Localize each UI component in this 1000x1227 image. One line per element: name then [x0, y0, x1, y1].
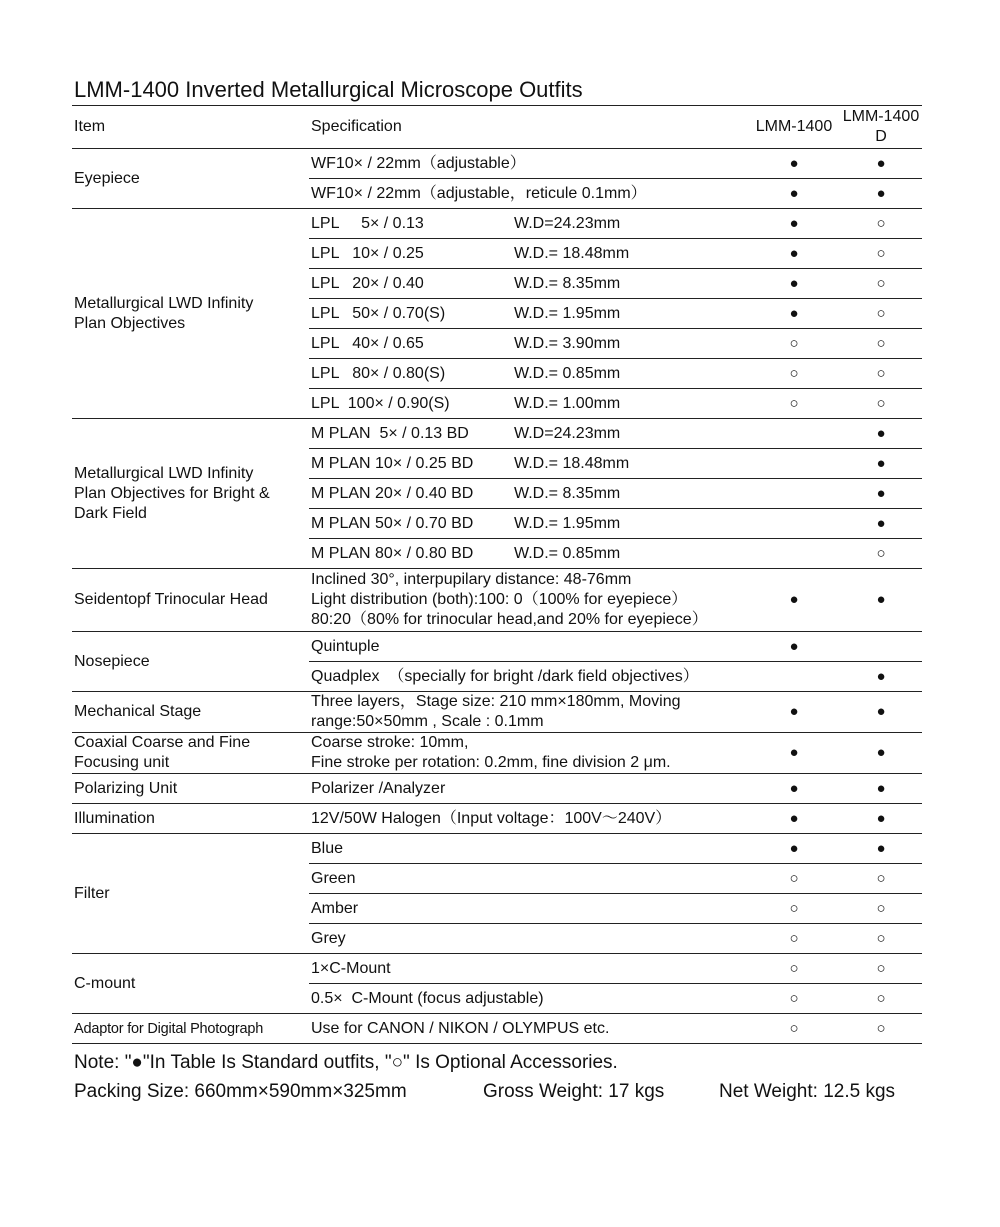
objective-code: LPL 80× / 0.80(S): [311, 364, 446, 382]
mark-lmm-1400d: ○: [838, 329, 922, 359]
header-lmm-1400: LMM-1400: [748, 106, 838, 149]
spec-cell: Blue: [309, 834, 748, 864]
mark-lmm-1400d: ●: [838, 774, 922, 804]
mark-lmm-1400: [748, 539, 838, 569]
spec-cell: [309, 359, 748, 389]
mark-lmm-1400d: ○: [838, 269, 922, 299]
working-distance: W.D.= 0.85mm: [514, 364, 621, 382]
working-distance: W.D=24.23mm: [514, 424, 621, 442]
mark-lmm-1400d: ●: [838, 804, 922, 834]
mark-lmm-1400: ○: [748, 329, 838, 359]
item-filter: Filter: [72, 834, 309, 954]
objective-code: M PLAN 80× / 0.80 BD: [311, 544, 474, 562]
mark-lmm-1400: ○: [748, 894, 838, 924]
packing-size: Packing Size: 660mm×590mm×325mm: [74, 1081, 407, 1102]
legend-note: Note: "●"In Table Is Standard outfits, "○" Is Optional Accessories.: [74, 1052, 618, 1073]
objective-code: LPL 10× / 0.25: [311, 244, 424, 262]
working-distance: W.D.= 0.85mm: [514, 544, 621, 562]
mark-lmm-1400: [748, 509, 838, 539]
net-weight: Net Weight: 12.5 kgs: [719, 1081, 896, 1102]
spec-cell: [309, 539, 748, 569]
table-row: [72, 149, 922, 179]
mark-lmm-1400d: ●: [838, 834, 922, 864]
working-distance: W.D.= 1.00mm: [514, 394, 621, 412]
spec-cell: Polarizer /Analyzer: [309, 774, 748, 804]
mark-lmm-1400d: ○: [838, 924, 922, 954]
mark-lmm-1400: ●: [748, 733, 838, 774]
spec-cell: [309, 389, 748, 419]
objective-code: LPL 100× / 0.90(S): [311, 394, 450, 412]
mark-lmm-1400: ●: [748, 179, 838, 209]
spec-cell: [309, 299, 748, 329]
mark-lmm-1400: ●: [748, 804, 838, 834]
spec-cell: WF10× / 22mm（adjustable）: [309, 149, 748, 179]
working-distance: W.D.= 1.95mm: [514, 514, 621, 532]
spec-cell: [309, 209, 748, 239]
working-distance: W.D.= 8.35mm: [514, 274, 621, 292]
mark-lmm-1400: ●: [748, 299, 838, 329]
working-distance: W.D.= 18.48mm: [514, 454, 630, 472]
mark-lmm-1400d: ○: [838, 1014, 922, 1044]
table-row: [72, 774, 922, 804]
spec-cell: Green: [309, 864, 748, 894]
objective-code: M PLAN 10× / 0.25 BD: [311, 454, 474, 472]
header-specification: Specification: [309, 106, 748, 149]
mark-lmm-1400: ●: [748, 239, 838, 269]
mark-lmm-1400: ●: [748, 269, 838, 299]
table-row: [72, 1014, 922, 1044]
mark-lmm-1400d: ○: [838, 894, 922, 924]
working-distance: W.D.= 3.90mm: [514, 334, 621, 352]
mark-lmm-1400d: ○: [838, 984, 922, 1014]
spec-cell: [309, 419, 748, 449]
mark-lmm-1400: [748, 449, 838, 479]
working-distance: W.D=24.23mm: [514, 214, 621, 232]
mark-lmm-1400: ●: [748, 569, 838, 632]
objective-code: LPL 20× / 0.40: [311, 274, 424, 292]
mark-lmm-1400d: ○: [838, 864, 922, 894]
spec-cell: 1×C-Mount: [309, 954, 748, 984]
spec-cell: [309, 449, 748, 479]
header-item: Item: [72, 106, 309, 149]
gross-weight: Gross Weight: 17 kgs: [483, 1081, 665, 1102]
mark-lmm-1400d: ○: [838, 359, 922, 389]
spec-cell: Inclined 30°, interpupilary distance: 48-76mm Light distribution (both):100: 0（100% for eyepiece） 80:20（80% for trinocular head,and 20% for eyepiece）: [309, 569, 748, 632]
table-row: [72, 569, 922, 632]
mark-lmm-1400d: ●: [838, 509, 922, 539]
mark-lmm-1400: ○: [748, 864, 838, 894]
mark-lmm-1400: [748, 662, 838, 692]
item-trinocular-head: Seidentopf Trinocular Head: [72, 569, 309, 632]
header-lmm-1400d: LMM-1400 D: [838, 106, 922, 149]
mark-lmm-1400d: ●: [838, 569, 922, 632]
mark-lmm-1400: ○: [748, 1014, 838, 1044]
spec-cell: [309, 239, 748, 269]
mark-lmm-1400: [748, 479, 838, 509]
table-row: [72, 632, 922, 662]
table-row: [72, 954, 922, 984]
spec-cell: Coarse stroke: 10mm, Fine stroke per rotation: 0.2mm, fine division 2 μm.: [309, 733, 748, 774]
mark-lmm-1400: [748, 419, 838, 449]
spec-cell: Quintuple: [309, 632, 748, 662]
mark-lmm-1400d: ○: [838, 539, 922, 569]
working-distance: W.D.= 8.35mm: [514, 484, 621, 502]
spec-cell: WF10× / 22mm（adjustable，reticule 0.1mm）: [309, 179, 748, 209]
mark-lmm-1400d: ○: [838, 389, 922, 419]
mark-lmm-1400d: ○: [838, 954, 922, 984]
spec-cell: 12V/50W Halogen（Input voltage：100V～240V）: [309, 804, 748, 834]
table-row: [72, 834, 922, 864]
item-polarizing-unit: Polarizing Unit: [72, 774, 309, 804]
working-distance: W.D.= 18.48mm: [514, 244, 630, 262]
spec-cell: 0.5× C-Mount (focus adjustable): [309, 984, 748, 1014]
spec-table: [72, 105, 922, 1044]
mark-lmm-1400d: ●: [838, 733, 922, 774]
mark-lmm-1400: ●: [748, 209, 838, 239]
mark-lmm-1400d: ●: [838, 662, 922, 692]
item-focusing-unit: Coaxial Coarse and Fine Focusing unit: [72, 733, 309, 774]
mark-lmm-1400: ●: [748, 149, 838, 179]
objective-code: M PLAN 20× / 0.40 BD: [311, 484, 474, 502]
spec-cell: Amber: [309, 894, 748, 924]
objective-code: M PLAN 50× / 0.70 BD: [311, 514, 474, 532]
mark-lmm-1400: ●: [748, 632, 838, 662]
spec-cell: Grey: [309, 924, 748, 954]
mark-lmm-1400: ○: [748, 359, 838, 389]
spec-cell: [309, 329, 748, 359]
mark-lmm-1400: ●: [748, 834, 838, 864]
item-c-mount: C-mount: [72, 954, 309, 1014]
table-row: [72, 419, 922, 449]
mark-lmm-1400d: ●: [838, 692, 922, 733]
mark-lmm-1400: ○: [748, 984, 838, 1014]
objective-code: M PLAN 5× / 0.13 BD: [311, 424, 469, 442]
spec-cell: [309, 509, 748, 539]
item-mechanical-stage: Mechanical Stage: [72, 692, 309, 733]
spec-cell: Use for CANON / NIKON / OLYMPUS etc.: [309, 1014, 748, 1044]
mark-lmm-1400: ○: [748, 954, 838, 984]
objective-code: LPL 50× / 0.70(S): [311, 304, 446, 322]
spec-cell: Quadplex （specially for bright /dark field objectives）: [309, 662, 748, 692]
mark-lmm-1400: ●: [748, 774, 838, 804]
spec-cell: [309, 479, 748, 509]
mark-lmm-1400d: ●: [838, 419, 922, 449]
item-illumination: Illumination: [72, 804, 309, 834]
item-objectives: Metallurgical LWD Infinity Plan Objectives: [72, 209, 309, 419]
page-title: LMM-1400 Inverted Metallurgical Microscope Outfits: [74, 77, 583, 102]
item-adaptor: Adaptor for Digital Photograph: [72, 1014, 309, 1044]
item-bd-objectives: Metallurgical LWD Infinity Plan Objectives for Bright & Dark Field: [72, 419, 309, 569]
table-row: [72, 804, 922, 834]
mark-lmm-1400d: ●: [838, 179, 922, 209]
spec-cell: [309, 269, 748, 299]
mark-lmm-1400d: ●: [838, 149, 922, 179]
mark-lmm-1400d: ○: [838, 239, 922, 269]
mark-lmm-1400d: [838, 632, 922, 662]
objective-code: LPL 5× / 0.13: [311, 214, 424, 232]
mark-lmm-1400: ●: [748, 692, 838, 733]
objective-code: LPL 40× / 0.65: [311, 334, 424, 352]
table-row: [72, 209, 922, 239]
table-header-row: [72, 106, 922, 149]
spec-cell: Three layers，Stage size: 210 mm×180mm, Moving range:50×50mm , Scale : 0.1mm: [309, 692, 748, 733]
item-eyepiece: Eyepiece: [72, 149, 309, 209]
mark-lmm-1400: ○: [748, 924, 838, 954]
mark-lmm-1400d: ●: [838, 479, 922, 509]
table-row: [72, 692, 922, 733]
mark-lmm-1400d: ○: [838, 209, 922, 239]
working-distance: W.D.= 1.95mm: [514, 304, 621, 322]
mark-lmm-1400d: ●: [838, 449, 922, 479]
table-row: [72, 733, 922, 774]
mark-lmm-1400: ○: [748, 389, 838, 419]
mark-lmm-1400d: ○: [838, 299, 922, 329]
item-nosepiece: Nosepiece: [72, 632, 309, 692]
